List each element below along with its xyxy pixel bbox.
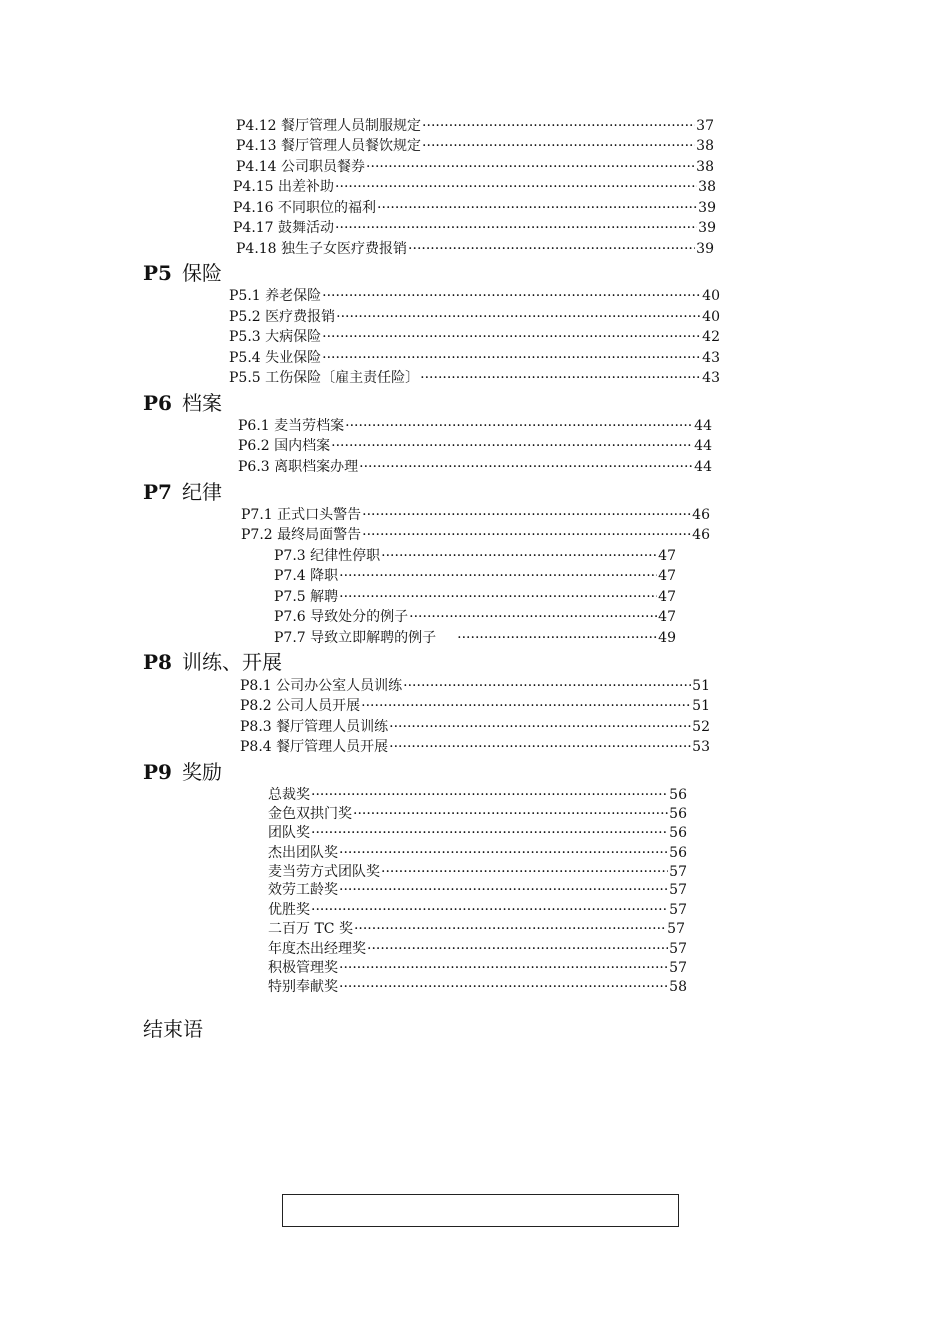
toc-entry[interactable]: P7.7 导致立即解聘的例子 ····· 49 [274, 628, 676, 648]
toc-entry[interactable]: 积极管理奖 ····· 57 [268, 958, 687, 978]
toc-entry[interactable]: P4.17 鼓舞活动 ····· 39 [233, 218, 716, 238]
toc-entry[interactable]: P7.6 导致处分的例子 ····· 47 [274, 607, 676, 627]
toc-entry[interactable]: 杰出团队奖 ····· 56 [268, 843, 687, 863]
toc-entry[interactable]: P4.12 餐厅管理人员制服规定 ····· 37 [236, 116, 714, 136]
toc-entry[interactable]: 优胜奖 ····· 57 [268, 900, 687, 920]
toc-entry[interactable]: 金色双拱门奖 ····· 56 [268, 804, 687, 824]
toc-entry[interactable]: P4.15 出差补助 ····· 38 [233, 177, 716, 197]
toc-entry[interactable]: P4.14 公司职员餐券 ····· 38 [236, 157, 714, 177]
toc-entry[interactable]: P7.1 正式口头警告 ····· 46 [241, 505, 710, 525]
toc-entry[interactable]: P5.4 失业保险 ····· 43 [229, 348, 720, 368]
toc-entry[interactable]: P7.3 纪律性停职 ····· 47 [274, 546, 676, 566]
toc-entry[interactable]: P5.3 大病保险 ····· 42 [229, 327, 720, 347]
toc-entry[interactable]: P5.5 工伤保险〔雇主责任险〕 ····· 43 [229, 368, 720, 388]
closing-remarks-heading[interactable]: 结束语 [143, 1017, 203, 1041]
toc-entry[interactable]: P7.5 解聘 ····· 47 [274, 587, 676, 607]
toc-entry[interactable]: P8.3 餐厅管理人员训练 ····· 52 [240, 717, 710, 737]
toc-entry[interactable]: P8.1 公司办公室人员训练 ····· 51 [240, 676, 710, 696]
section-heading-p9[interactable]: P9 奖励 [143, 760, 222, 784]
toc-entry[interactable]: P4.13 餐厅管理人员餐饮规定 ····· 38 [236, 136, 714, 156]
toc-entry[interactable]: P8.2 公司人员开展 ····· 51 [240, 696, 710, 716]
toc-entry[interactable]: P8.4 餐厅管理人员开展 ····· 53 [240, 737, 710, 757]
section-heading-p6[interactable]: P6 档案 [143, 391, 222, 415]
toc-entry[interactable]: 团队奖 ····· 56 [268, 823, 687, 843]
section-heading-p8[interactable]: P8 训练、开展 [143, 650, 282, 674]
toc-entry[interactable]: P7.4 降职 ····· 47 [274, 566, 676, 586]
section-heading-p5[interactable]: P5 保险 [143, 261, 222, 285]
toc-entry[interactable]: P4.16 不同职位的福利 ····· 39 [233, 198, 716, 218]
toc-entry[interactable]: 总裁奖 ····· 56 [268, 785, 687, 805]
toc-entry[interactable]: 特别奉献奖 ····· 58 [268, 977, 687, 997]
toc-entry[interactable]: P6.1 麦当劳档案 ····· 44 [238, 416, 712, 436]
toc-entry[interactable]: 麦当劳方式团队奖 ····· 57 [268, 862, 687, 882]
toc-entry[interactable]: P6.3 离职档案办理 ····· 44 [238, 457, 712, 477]
section-heading-p7[interactable]: P7 纪律 [143, 480, 222, 504]
footer-box [282, 1194, 679, 1227]
toc-entry[interactable]: P6.2 国内档案 ····· 44 [238, 436, 712, 456]
toc-entry[interactable]: P7.2 最终局面警告 ····· 46 [241, 525, 710, 545]
toc-entry[interactable]: 效劳工龄奖 ····· 57 [268, 880, 687, 900]
toc-entry[interactable]: 二百万 TC 奖 ····· 57 [268, 919, 685, 939]
toc-entry[interactable]: P4.18 独生子女医疗费报销 ····· 39 [236, 239, 714, 259]
toc-entry[interactable]: P5.2 医疗费报销 ····· 40 [229, 307, 720, 327]
toc-entry[interactable]: P5.1 养老保险 ····· 40 [229, 286, 720, 306]
toc-entry[interactable]: 年度杰出经理奖 ····· 57 [268, 939, 687, 959]
